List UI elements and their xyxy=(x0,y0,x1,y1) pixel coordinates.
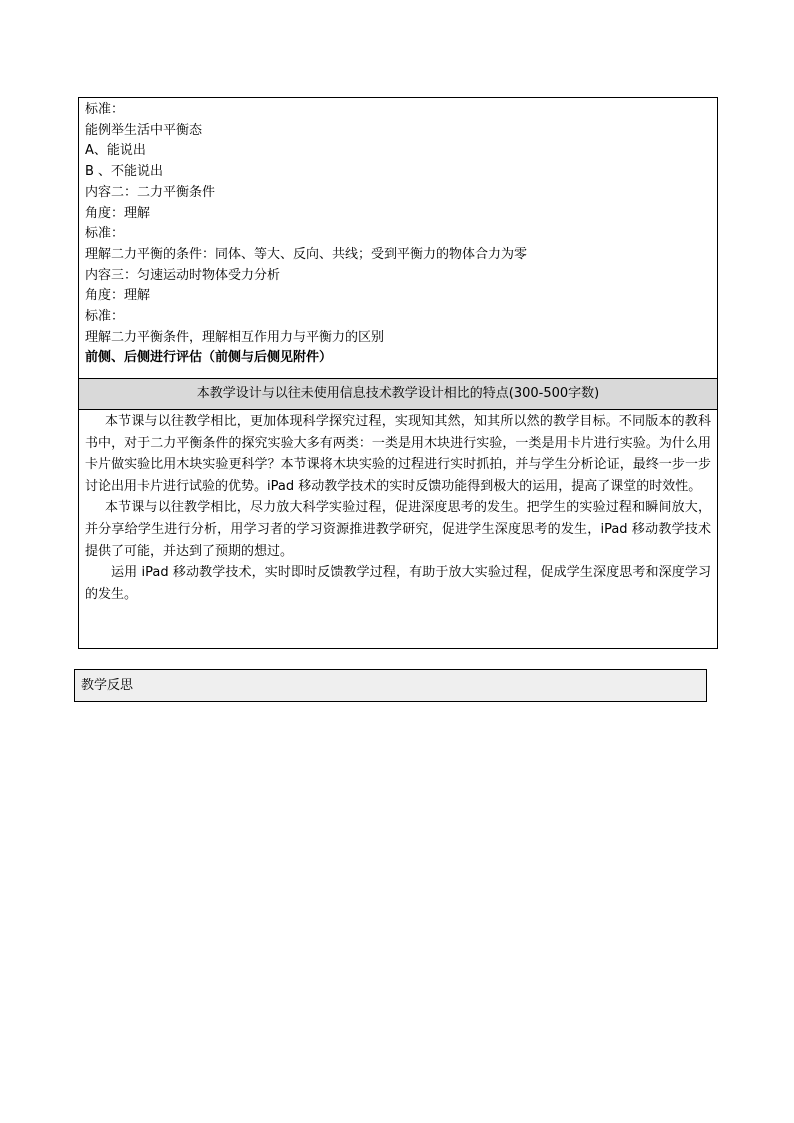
criteria-line: A、能说出 xyxy=(85,143,146,159)
criteria-line: 角度：理解 xyxy=(85,205,151,221)
criteria-line: 能例举生活中平衡态 xyxy=(85,122,203,138)
criteria-line: 内容二：二力平衡条件 xyxy=(85,184,216,200)
evaluation-criteria-cell xyxy=(79,98,717,378)
evaluation-table xyxy=(78,97,718,649)
features-paragraph-2: 本节课与以往教学相比，尽力放大科学实验过程，促进深度思考的发生。把学生的实验过程和瞬间放大，并分享给学生进行分析，用学习者的学习资源推进教学研究，促进学生深度思考的发生，iPad 移动教学技术提供了可能，并达到了预期的想过。 xyxy=(85,500,711,559)
reflection-table xyxy=(74,669,707,702)
criteria-line: B 、不能说出 xyxy=(85,164,164,180)
reflection-label: 教学反思 xyxy=(81,678,134,693)
features-paragraph-3: 运用 iPad 移动教学技术，实时即时反馈教学过程，有助于放大实验过程，促成学生深度思考和深度学习的发生。 xyxy=(85,565,711,602)
criteria-line: 标准： xyxy=(85,102,125,117)
criteria-line: 标准： xyxy=(85,226,125,242)
assessment-note: 前侧、后侧进行评估（前侧与后侧见附件） xyxy=(85,350,333,366)
criteria-line: 理解二力平衡的条件：同体、等大、反向、共线；受到平衡力的物体合力为零 xyxy=(85,246,528,262)
criteria-line: 标准： xyxy=(85,309,125,325)
features-cell xyxy=(79,410,717,605)
features-header: 本教学设计与以往未使用信息技术教学设计相比的特点(300-500字数) xyxy=(79,378,717,410)
criteria-line: 内容三：匀速运动时物体受力分析 xyxy=(85,267,281,283)
criteria-line: 理解二力平衡条件，理解相互作用力与平衡力的区别 xyxy=(85,329,385,345)
features-paragraph-1: 本节课与以往教学相比，更加体现科学探究过程，实现知其然，知其所以然的教学目标。不同版本的教科书中，对于二力平衡条件的探究实验大多有两类：一类是用木块进行实验，一类是用卡片进行实验。为什么用卡片做实验比用木块实验更科学？本节课将木块实验的过程进行实时抓拍，并与学生分析论证，最终一步一步讨论出用卡片进行试验的优势。iPad 移动教学技术的实时反馈功能得到极大的运用，提高了课堂的时效性。 xyxy=(85,414,711,494)
criteria-line: 角度：理解 xyxy=(85,288,151,304)
